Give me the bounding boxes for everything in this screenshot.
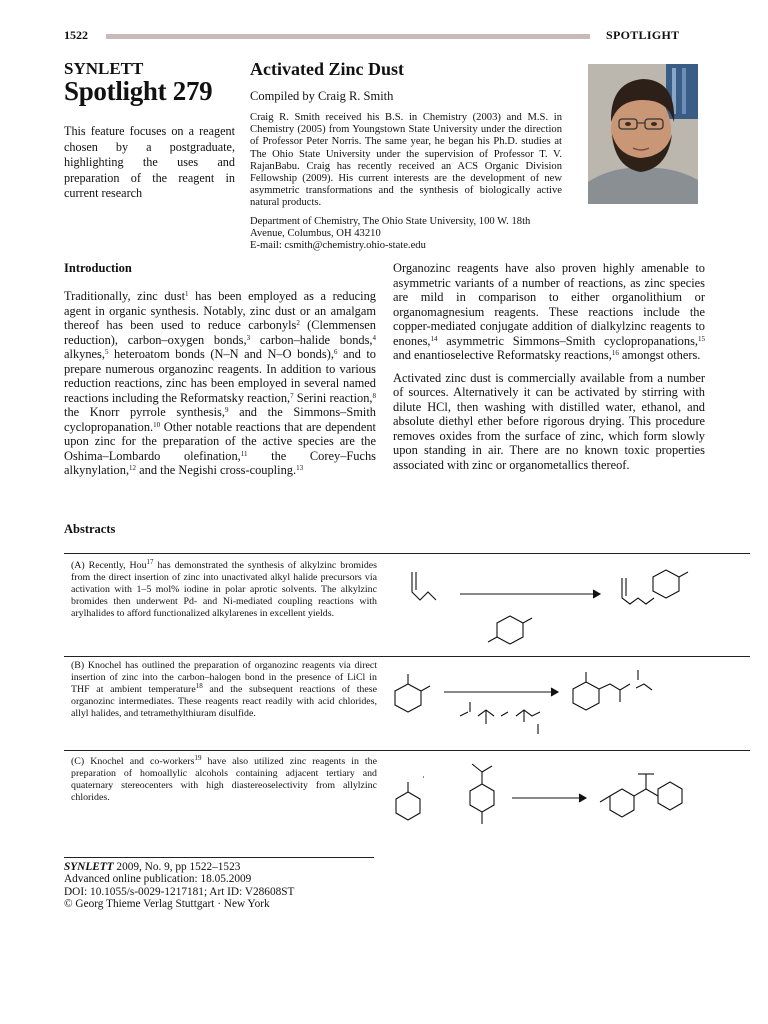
introduction-right-column [393, 261, 705, 480]
reference-marker[interactable]: 14 [430, 334, 438, 343]
intro-paragraph-2 [393, 261, 705, 363]
text-run: (A) Recently, Hou [71, 560, 147, 571]
text-run: has demonstrated the synthesis of alkylzinc bromides from the direct insertion of zinc into unactivated alkyl halide precursors via activation with 1–5 mol% iodine in polar aprotic solvents. The alkylzinc bromides then underwent Pd- and Ni-mediated coupling reactions with arylhalides to afford functionalized alkylarenes in excellent yields. [71, 560, 378, 620]
scheme-c-product [600, 774, 682, 817]
text-run: Other notable reactions that are dependent upon zinc for the preparation of the active species are the Oshima–Lombardo olefination, [64, 419, 376, 463]
feature-description: This feature focuses on a reagent chosen by a postgraduate, highlighting the uses and preparation of the reagent in current research [64, 124, 235, 200]
text-run: amongst others. [618, 348, 701, 362]
abstract-a-text [71, 560, 377, 620]
text-run: (Clemmensen reduction), carbon–oxygen bonds, [64, 318, 376, 347]
abstract-b-rule [64, 656, 750, 657]
spotlight-number: Spotlight 279 [64, 76, 213, 106]
text-run: Traditionally, zinc dust [64, 289, 186, 303]
scheme-c-styrene [470, 764, 494, 824]
section-label: SPOTLIGHT [606, 28, 680, 42]
author-address [250, 216, 565, 253]
abstract-c-text [71, 756, 377, 804]
header-bar [106, 34, 590, 39]
abstract-a-rule [64, 553, 750, 554]
reference-marker[interactable]: 3 [246, 333, 251, 342]
text-run: Organozinc reagents have also proven highly amenable to asymmetric variants of a number of reactions, as zinc species are mild in comparison to either organolithium or organomagnesium reagents. These reactions include the copper-mediated conjugate addition of dialkylzinc reagents to enones, [393, 261, 705, 348]
text-run: carbon–halide bonds, [250, 332, 373, 347]
journal-citation [64, 861, 294, 873]
copyright-line: © Georg Thieme Verlag Stuttgart · New York [64, 898, 270, 911]
author-bio: Craig R. Smith received his B.S. in Chemistry (2003) and M.S. in Chemistry (2005) from Youngstown State University under the direction of Professor Peter Norris. The same year, he began his Ph.D. studies at The Ohio State University under the supervision of Professor T. V. RajanBabu. Craig has recently received an ACS Organic Division Fellowship (2009). His current interests are the development of new asymmetric transformations and the synthesis of biologically active natural products. [250, 112, 562, 209]
reference-marker[interactable]: 9 [224, 406, 229, 414]
text-run: Activated zinc dust is commercially available from a number of sources. Alternatively it can be activated by stirring with dilute HCl, then washing with distilled water, ethanol, and absolute diethyl ether before rigorous drying. This procedure removes oxides from the surface of zinc, which form slowly upon standing in air. There are no known toxic properties associated with zinc or organometallics thereof. [393, 370, 705, 472]
journal-citation-name: SYNLETT [64, 861, 114, 873]
text-run: (B) Knochel has outlined the preparation of organozinc reagents via direct insertion of zinc into the carbon–halogen bond in the presence of LiCl in THF at ambient temperature [71, 660, 377, 696]
portrait-image [588, 64, 698, 204]
compiled-by: Compiled by Craig R. Smith [250, 89, 394, 103]
address-line: Department of Chemistry, The Ohio State University, 100 W. 18th Avenue, Columbus, OH 43210 [250, 216, 531, 240]
text-run: and to prepare numerous organozinc reagents. In addition to various reduction reactions, zinc has been employed in several named reactions including the Reformatsky reaction, [64, 347, 377, 405]
journal-name: SYNLETT [64, 59, 144, 78]
reference-marker[interactable]: 11 [240, 449, 248, 458]
citation-footer [64, 861, 294, 911]
text-run: alkynes, [64, 347, 105, 361]
reference-marker[interactable]: 5 [104, 348, 109, 356]
text-run: and the Simmons–Smith cyclopropanation. [64, 405, 376, 434]
scheme-a-aryl-halide [488, 616, 532, 644]
introduction-heading: Introduction [64, 261, 132, 275]
reference-marker[interactable]: 10 [153, 420, 161, 429]
article-title: Activated Zinc Dust [250, 59, 404, 79]
scheme-c [390, 752, 720, 828]
scheme-c-cyclohexene [396, 777, 424, 820]
text-run: has been employed as a reducing agent in organic synthesis. Notably, zinc dust or an amalgam thereof has been used to reduce carbonyls [64, 289, 376, 332]
abstracts-heading: Abstracts [64, 522, 116, 536]
reference-marker[interactable]: 13 [296, 464, 304, 472]
reference-marker[interactable]: 4 [372, 333, 376, 342]
text-run: asymmetric Simmons–Smith cyclopropanations, [437, 333, 698, 348]
reference-marker[interactable]: 17 [146, 558, 154, 566]
text-run: heteroatom bonds (N–N and N–O bonds), [108, 347, 334, 361]
page-number: 1522 [64, 28, 88, 42]
text-run: and the Negishi cross-coupling. [136, 463, 297, 477]
reference-marker[interactable]: 18 [195, 682, 203, 691]
scheme-a-substrate [412, 572, 436, 600]
introduction-left-column [64, 289, 376, 486]
reference-marker[interactable]: 12 [129, 464, 137, 472]
reference-marker[interactable]: 1 [185, 290, 189, 298]
online-date: Advanced online publication: 18.05.2009 [64, 873, 252, 886]
scheme-c-arrow [512, 794, 586, 802]
reference-marker[interactable]: 8 [372, 391, 376, 400]
text-run: and the subsequent reactions of these organozinc intermediates. These reagents react readily with acid chlorides, allyl halides, and tetramethylthiuram disulfide. [71, 684, 377, 720]
email-line[interactable]: E-mail: csmith@chemistry.ohio-state.edu [250, 240, 426, 252]
scheme-a-arrow [460, 590, 600, 598]
abstract-c-rule [64, 750, 750, 751]
reference-marker[interactable]: 6 [333, 348, 338, 356]
footer-rule [64, 857, 374, 858]
text-run: and enantioselective Reformatsky reactions, [393, 348, 612, 362]
scheme-b-arrow [444, 688, 558, 696]
text-run: the Knorr pyrrole synthesis, [64, 405, 225, 419]
reference-marker[interactable]: 15 [697, 334, 705, 343]
scheme-a-product [622, 570, 688, 604]
intro-paragraph-1 [64, 289, 376, 478]
author-photo [588, 64, 698, 204]
text-run: have also utilized zinc reagents in the preparation of homoallylic alcohols containing adjacent tertiary and quaternary stereocenters with high diastereoselectivity from allylzinc chlorides. [71, 756, 377, 804]
scheme-b-product [573, 670, 652, 710]
intro-paragraph-3 [393, 371, 705, 473]
reference-marker[interactable]: 7 [290, 391, 294, 400]
scheme-b-reagents [460, 702, 540, 734]
scheme-b [390, 662, 720, 748]
reference-marker[interactable]: 19 [194, 754, 202, 762]
abstract-b-text [71, 660, 377, 720]
text-run: (C) Knochel and co-workers [71, 756, 195, 767]
reference-marker[interactable]: 16 [611, 349, 619, 357]
scheme-b-substrate [395, 674, 430, 712]
text-run: the Corey–Fuchs alkynylation, [64, 448, 376, 477]
journal-citation-details: 2009, No. 9, pp 1522–1523 [113, 861, 241, 873]
doi-line[interactable]: DOI: 10.1055/s-0029-1217181; Art ID: V28608ST [64, 885, 295, 898]
reference-marker[interactable]: 2 [296, 319, 300, 327]
scheme-a [390, 556, 720, 652]
text-run: Serini reaction, [293, 390, 373, 405]
